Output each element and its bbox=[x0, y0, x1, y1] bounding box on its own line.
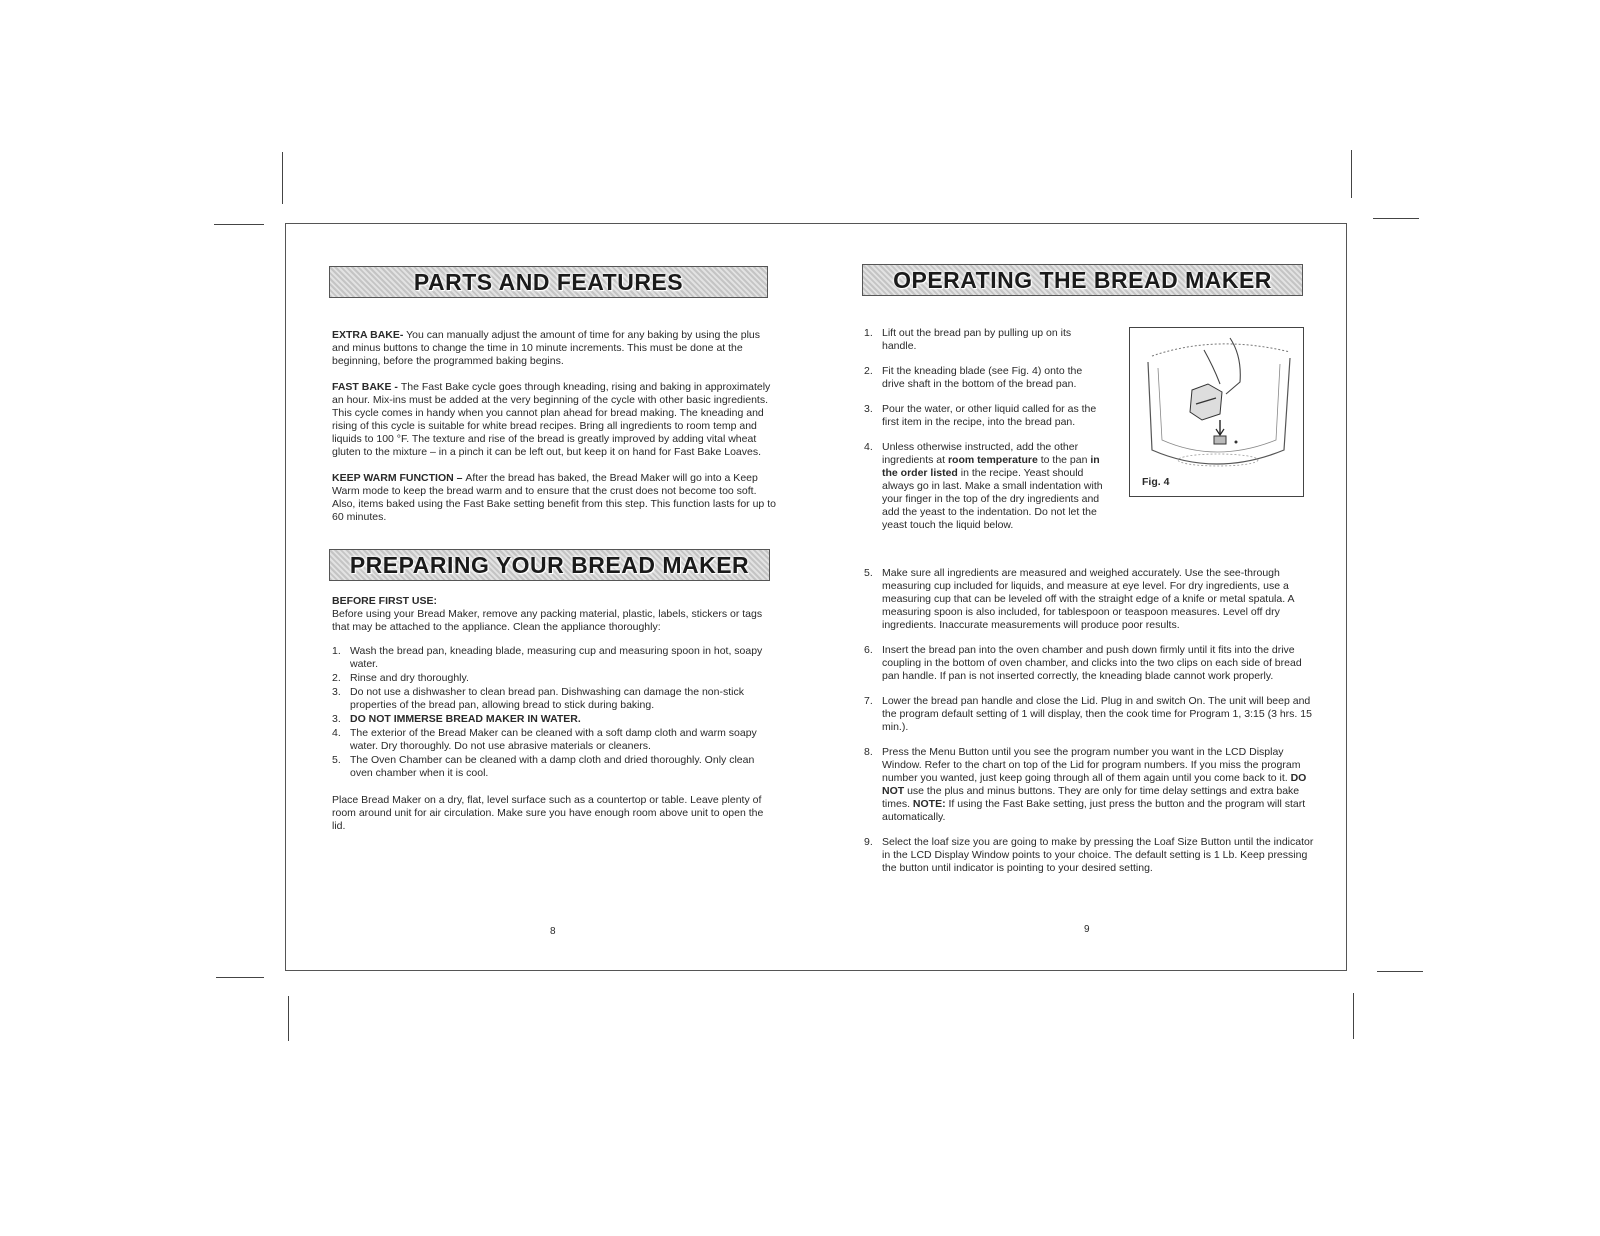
list-item: 1. Lift out the bread pan by pulling up on its handle. bbox=[864, 327, 1072, 352]
list-item: 7. Lower the bread pan handle and close the Lid. Plug in and switch On. The unit will beep and the program default setting of 1 will display, then the cook time for Program 1, 3:15 (3 hrs. 15 min.). bbox=[864, 695, 1312, 733]
fast-bake-paragraph bbox=[332, 381, 778, 459]
list-item: 9. Select the loaf size you are going to make by pressing the Loaf Size Button until the indicator in the LCD Display Window points to your choice. The default setting is 1 Lb. Keep pressing the button until indicator is pointing to your desired setting. bbox=[864, 836, 1314, 874]
fast-bake-text: The Fast Bake cycle goes through kneading, rising and baking in approximately an hour. Mix-ins must be added at the very beginning of the cycle with other basic ingredients. This cycle comes in handy when you cannot plan ahead for bread making. The kneading and rising of this cycle is suitable for white bread recipes. Bring all ingredients to room temp and liquids to 100 °F. The texture and rise of the bread is greatly improved by adding vital wheat gluten to the mixture – in a pinch it can be left out, but keep it on hand for Fast Bake Loaves. bbox=[332, 381, 771, 458]
list-item: 3. Pour the water, or other liquid called for as the first item in the recipe, into the bread pan. bbox=[864, 403, 1097, 428]
keep-warm-paragraph bbox=[332, 472, 778, 524]
left-column-lower bbox=[332, 595, 778, 846]
keep-warm-label: KEEP WARM FUNCTION – bbox=[332, 472, 466, 484]
page-number-right: 9 bbox=[1084, 924, 1090, 935]
list-item: 2. Fit the kneading blade (see Fig. 4) onto the drive shaft in the bottom of the bread pan. bbox=[864, 365, 1083, 390]
operating-title: OPERATING THE BREAD MAKER bbox=[893, 267, 1272, 293]
steps-5-9 bbox=[864, 567, 1314, 887]
placement-paragraph: Place Bread Maker on a dry, flat, level surface such as a countertop or table. Leave plenty of room around unit for air circulation. Make sure you have enough room above unit to open the lid. bbox=[332, 794, 764, 832]
crop-mark bbox=[1373, 218, 1419, 219]
crop-mark bbox=[216, 977, 264, 978]
preparing-title: PREPARING YOUR BREAD MAKER bbox=[349, 552, 750, 578]
bread-pan-illustration bbox=[1130, 328, 1303, 496]
preparing-banner bbox=[329, 549, 770, 581]
parts-and-features-title: PARTS AND FEATURES bbox=[413, 269, 684, 295]
operating-steps-bottom bbox=[864, 567, 1314, 875]
extra-bake-text: You can manually adjust the amount of time for any baking by using the plus and minus buttons to change the time in 10 minute increments. This must be done at the beginning, before the programmed baking begins. bbox=[332, 329, 761, 367]
operating-banner bbox=[862, 264, 1303, 296]
list-item: 3. Do not use a dishwasher to clean bread pan. Dishwashing can damage the non-stick properties of the bread pan, allowing bread to stick during baking. bbox=[332, 686, 744, 711]
crop-mark bbox=[1351, 150, 1352, 198]
figure-4 bbox=[1129, 327, 1304, 497]
crop-mark bbox=[1377, 971, 1423, 972]
list-item: 5. Make sure all ingredients are measured and weighed accurately. Use the see-through measuring cup included for liquids, and measure at eye level. For dry ingredients, use a measuring cup that can be leveled off with the straight edge of a knife or metal spatula. A measuring spoon is also included, for tablespoon or teaspoon measures. Level off dry ingredients. Inaccurate measurements will produce poor results. bbox=[864, 567, 1294, 631]
left-column-upper bbox=[332, 329, 778, 537]
crop-mark bbox=[214, 224, 264, 225]
list-item: 3. DO NOT IMMERSE BREAD MAKER IN WATER. bbox=[332, 713, 581, 725]
extra-bake-paragraph bbox=[332, 329, 778, 368]
crop-mark bbox=[288, 996, 289, 1041]
cleaning-list bbox=[332, 645, 778, 780]
steps-1-4 bbox=[864, 327, 1106, 544]
page-number-left: 8 bbox=[550, 926, 556, 937]
parts-and-features-banner bbox=[329, 266, 768, 298]
crop-mark bbox=[282, 152, 283, 204]
fast-bake-label: FAST BAKE - bbox=[332, 381, 401, 393]
list-item: 8. Press the Menu Button until you see the program number you want in the LCD Display Window. Refer to the chart on top of the Lid for program numbers. If you miss the program number you wanted, just keep going through all of them again until you come back to it. DO NOT use the plus and minus buttons. They are only for time delay settings and extra bake times. NOTE: If using the Fast Bake setting, just press the button and the program will start automatically. bbox=[864, 746, 1307, 823]
list-item: 1. Wash the bread pan, kneading blade, measuring cup and measuring spoon in hot, soapy water. bbox=[332, 645, 763, 670]
list-item: 4. The exterior of the Bread Maker can be cleaned with a soft damp cloth and warm soapy water. Dry thoroughly. Do not use abrasive materials or cleaners. bbox=[332, 727, 757, 752]
before-first-use-heading: BEFORE FIRST USE: bbox=[332, 595, 438, 607]
list-item: 4. Unless otherwise instructed, add the other ingredients at room temperature to the pan in the order listed in the recipe. Yeast should always go in last. Make a small indentation with your finger in the top of the dry ingredients and add the yeast to the indentation. Do not let the yeast touch the liquid below. bbox=[864, 441, 1103, 531]
list-item: 6. Insert the bread pan into the oven chamber and push down firmly until it fits into the drive coupling in the bottom of oven chamber, and clicks into the two clips on each side of bread pan handle. If pan is not inserted correctly, the kneading blade cannot work properly. bbox=[864, 644, 1302, 682]
before-first-use-text: Before using your Bread Maker, remove any packing material, plastic, labels, stickers or tags that may be attached to the appliance. Clean the appliance thoroughly: bbox=[332, 608, 763, 633]
crop-mark bbox=[1353, 993, 1354, 1039]
list-item: 5. The Oven Chamber can be cleaned with a damp cloth and dried thoroughly. Only clean oven chamber when it is cool. bbox=[332, 754, 755, 779]
figure-label: Fig. 4 bbox=[1142, 476, 1170, 488]
list-item: 2. Rinse and dry thoroughly. bbox=[332, 672, 469, 684]
operating-steps-top bbox=[864, 327, 1106, 532]
keep-warm-text: After the bread has baked, the Bread Maker will go into a Keep Warm mode to keep the bread warm and to ensure that the crust does not become too soft. Also, items baked using the Fast Bake setting benefit from this step. This function lasts for up to 60 minutes. bbox=[332, 472, 776, 523]
extra-bake-label: EXTRA BAKE- bbox=[332, 329, 404, 341]
